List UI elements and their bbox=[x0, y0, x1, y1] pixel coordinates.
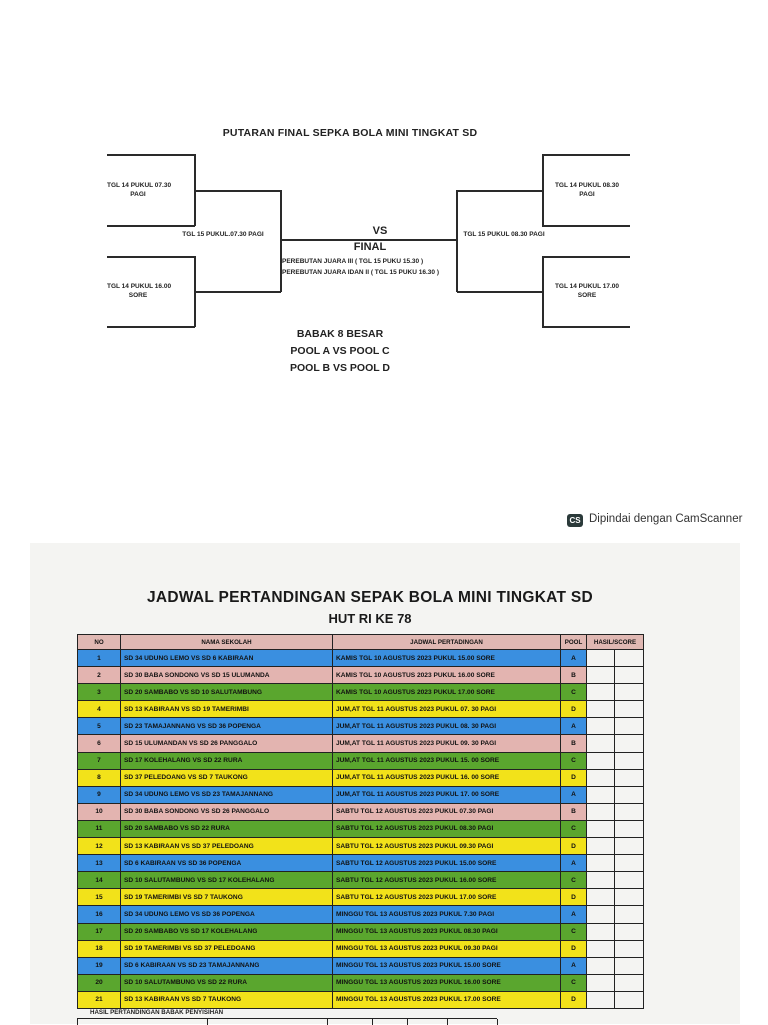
table-row bbox=[78, 820, 644, 837]
schedule-table bbox=[77, 634, 644, 1009]
score-cell bbox=[587, 650, 615, 667]
row-number: 5 bbox=[78, 718, 121, 735]
match-pool: A bbox=[561, 957, 587, 974]
table-row bbox=[78, 855, 644, 872]
match-name: SD 20 SAMBABO VS SD 17 KOLEHALANG bbox=[121, 923, 333, 940]
match-name: SD 34 UDUNG LEMO VS SD 36 POPENGA bbox=[121, 906, 333, 923]
score-cell bbox=[615, 718, 644, 735]
table-row bbox=[78, 957, 644, 974]
score-cell bbox=[615, 769, 644, 786]
header-pool: POOL bbox=[561, 635, 587, 650]
score-cell bbox=[615, 872, 644, 889]
match-schedule: MINGGU TGL 13 AGUSTUS 2023 PUKUL 09.30 PAGI bbox=[333, 940, 561, 957]
table-row bbox=[78, 701, 644, 718]
match-pool: B bbox=[561, 735, 587, 752]
table-row bbox=[78, 786, 644, 803]
babak-pair-1: POOL A VS POOL C bbox=[290, 345, 390, 357]
score-cell bbox=[587, 974, 615, 991]
row-number: 14 bbox=[78, 872, 121, 889]
table-row bbox=[78, 974, 644, 991]
left-bottom-label bbox=[107, 282, 172, 300]
left-bottom-time: SORE bbox=[128, 292, 148, 299]
row-number: 21 bbox=[78, 991, 121, 1008]
footer-grid-line bbox=[77, 1019, 78, 1025]
left-top-time: PAGI bbox=[130, 191, 146, 198]
match-schedule: JUM,AT TGL 11 AGUSTUS 2023 PUKUL 17. 00 SORE bbox=[333, 786, 561, 803]
vs-label: VS bbox=[372, 225, 388, 237]
bracket-line bbox=[542, 256, 544, 327]
score-cell bbox=[615, 803, 644, 820]
score-cell bbox=[587, 889, 615, 906]
header-no: NO bbox=[78, 635, 121, 650]
score-cell bbox=[615, 820, 644, 837]
match-schedule: MINGGU TGL 13 AGUSTUS 2023 PUKUL 17.00 SORE bbox=[333, 991, 561, 1008]
score-cell bbox=[587, 803, 615, 820]
match-schedule: SABTU TGL 12 AGUSTUS 2023 PUKUL 15.00 SORE bbox=[333, 855, 561, 872]
score-cell bbox=[615, 667, 644, 684]
schedule-subtitle: HUT RI KE 78 bbox=[328, 611, 412, 626]
row-number: 6 bbox=[78, 735, 121, 752]
match-schedule: SABTU TGL 12 AGUSTUS 2023 PUKUL 16.00 SORE bbox=[333, 872, 561, 889]
footer-note: HASIL PERTANDINGAN BABAK PENYISIHAN bbox=[90, 1009, 224, 1016]
match-pool: D bbox=[561, 889, 587, 906]
match-name: SD 20 SAMBABO VS SD 22 RURA bbox=[121, 820, 333, 837]
table-row bbox=[78, 718, 644, 735]
first-place-label: PEREBUTAN JUARA IDAN II ( TGL 15 PUKU 16.30 ) bbox=[282, 269, 439, 276]
score-cell bbox=[587, 667, 615, 684]
score-cell bbox=[587, 991, 615, 1008]
table-row bbox=[78, 872, 644, 889]
footer-grid-line bbox=[497, 1019, 498, 1025]
babak-title: BABAK 8 BESAR bbox=[296, 328, 384, 340]
babak-8-besar bbox=[240, 326, 440, 377]
row-number: 15 bbox=[78, 889, 121, 906]
match-schedule: MINGGU TGL 13 AGUSTUS 2023 PUKUL 15.00 SORE bbox=[333, 957, 561, 974]
match-schedule: SABTU TGL 12 AGUSTUS 2023 PUKUL 09.30 PAGI bbox=[333, 838, 561, 855]
score-cell bbox=[615, 786, 644, 803]
match-pool: C bbox=[561, 684, 587, 701]
score-cell bbox=[587, 820, 615, 837]
score-cell bbox=[615, 906, 644, 923]
match-schedule: MINGGU TGL 13 AGUSTUS 2023 PUKUL 7.30 PAGI bbox=[333, 906, 561, 923]
match-pool: C bbox=[561, 752, 587, 769]
table-row bbox=[78, 735, 644, 752]
table-row bbox=[78, 752, 644, 769]
footer-grid-line bbox=[372, 1019, 373, 1025]
score-cell bbox=[587, 752, 615, 769]
table-row bbox=[78, 940, 644, 957]
match-pool: A bbox=[561, 786, 587, 803]
bracket-title: PUTARAN FINAL SEPKA BOLA MINI TINGKAT SD bbox=[222, 127, 478, 139]
score-cell bbox=[587, 786, 615, 803]
match-schedule: SABTU TGL 12 AGUSTUS 2023 PUKUL 08.30 PAGI bbox=[333, 820, 561, 837]
match-schedule: JUM,AT TGL 11 AGUSTUS 2023 PUKUL 15. 00 SORE bbox=[333, 752, 561, 769]
match-name: SD 10 SALUTAMBUNG VS SD 22 RURA bbox=[121, 974, 333, 991]
match-pool: C bbox=[561, 872, 587, 889]
bracket-line bbox=[456, 190, 458, 292]
camscanner-logo-icon: CS bbox=[567, 514, 583, 527]
bracket-line bbox=[107, 154, 195, 156]
score-cell bbox=[615, 701, 644, 718]
right-top-date: TGL 14 PUKUL 08.30 bbox=[554, 182, 620, 189]
score-cell bbox=[587, 957, 615, 974]
score-cell bbox=[615, 684, 644, 701]
match-schedule: SABTU TGL 12 AGUSTUS 2023 PUKUL 07.30 PAGI bbox=[333, 803, 561, 820]
match-schedule: KAMIS TGL 10 AGUSTUS 2023 PUKUL 15.00 SORE bbox=[333, 650, 561, 667]
table-header-row bbox=[78, 635, 644, 650]
final-label: FINAL bbox=[353, 241, 387, 253]
match-schedule: MINGGU TGL 13 AGUSTUS 2023 PUKUL 16.00 SORE bbox=[333, 974, 561, 991]
match-name: SD 10 SALUTAMBUNG VS SD 17 KOLEHALANG bbox=[121, 872, 333, 889]
right-top-time: PAGI bbox=[579, 191, 595, 198]
score-cell bbox=[615, 957, 644, 974]
table-row bbox=[78, 923, 644, 940]
match-schedule: JUM,AT TGL 11 AGUSTUS 2023 PUKUL 08. 30 PAGI bbox=[333, 718, 561, 735]
right-bottom-label bbox=[545, 282, 629, 300]
match-name: SD 19 TAMERIMBI VS SD 37 PELEDOANG bbox=[121, 940, 333, 957]
match-pool: C bbox=[561, 923, 587, 940]
match-name: SD 6 KABIRAAN VS SD 23 TAMAJANNANG bbox=[121, 957, 333, 974]
match-schedule: KAMIS TGL 10 AGUSTUS 2023 PUKUL 17.00 SORE bbox=[333, 684, 561, 701]
right-top-label bbox=[545, 181, 629, 199]
bracket-line bbox=[195, 291, 281, 293]
match-schedule: MINGGU TGL 13 AGUSTUS 2023 PUKUL 08.30 PAGI bbox=[333, 923, 561, 940]
table-row bbox=[78, 991, 644, 1008]
table-row bbox=[78, 803, 644, 820]
match-name: SD 13 KABIRAAN VS SD 19 TAMERIMBI bbox=[121, 701, 333, 718]
match-pool: C bbox=[561, 820, 587, 837]
score-cell bbox=[615, 752, 644, 769]
match-name: SD 23 TAMAJANNANG VS SD 36 POPENGA bbox=[121, 718, 333, 735]
bracket-line bbox=[542, 326, 630, 328]
match-pool: A bbox=[561, 906, 587, 923]
match-name: SD 37 PELEDOANG VS SD 7 TAUKONG bbox=[121, 769, 333, 786]
score-cell bbox=[587, 923, 615, 940]
match-pool: D bbox=[561, 701, 587, 718]
match-pool: B bbox=[561, 803, 587, 820]
table-row bbox=[78, 650, 644, 667]
header-jadwal: JADWAL PERTADINGAN bbox=[333, 635, 561, 650]
match-name: SD 34 UDUNG LEMO VS SD 6 KABIRAAN bbox=[121, 650, 333, 667]
bracket-line bbox=[542, 225, 630, 227]
match-pool: A bbox=[561, 718, 587, 735]
score-cell bbox=[587, 684, 615, 701]
match-schedule: SABTU TGL 12 AGUSTUS 2023 PUKUL 17.00 SORE bbox=[333, 889, 561, 906]
match-pool: D bbox=[561, 769, 587, 786]
score-cell bbox=[615, 974, 644, 991]
bracket-line bbox=[107, 225, 195, 227]
match-pool: B bbox=[561, 667, 587, 684]
table-row bbox=[78, 769, 644, 786]
score-cell bbox=[587, 906, 615, 923]
match-name: SD 17 KOLEHALANG VS SD 22 RURA bbox=[121, 752, 333, 769]
score-cell bbox=[587, 701, 615, 718]
row-number: 19 bbox=[78, 957, 121, 974]
row-number: 8 bbox=[78, 769, 121, 786]
left-semi-label: TGL 15 PUKUL.07.30 PAGI bbox=[182, 231, 264, 238]
table-row bbox=[78, 838, 644, 855]
row-number: 16 bbox=[78, 906, 121, 923]
row-number: 13 bbox=[78, 855, 121, 872]
schedule-title: JADWAL PERTANDINGAN SEPAK BOLA MINI TINGKAT SD bbox=[146, 589, 594, 606]
score-cell bbox=[615, 735, 644, 752]
score-cell bbox=[615, 650, 644, 667]
header-hasil-score: HASIL/SCORE bbox=[587, 635, 644, 650]
row-number: 10 bbox=[78, 803, 121, 820]
table-row bbox=[78, 906, 644, 923]
match-name: SD 13 KABIRAAN VS SD 37 PELEDOANG bbox=[121, 838, 333, 855]
row-number: 11 bbox=[78, 820, 121, 837]
score-cell bbox=[587, 769, 615, 786]
left-bottom-date: TGL 14 PUKUL 16.00 bbox=[107, 283, 172, 290]
header-nama-sekolah: NAMA SEKOLAH bbox=[121, 635, 333, 650]
row-number: 4 bbox=[78, 701, 121, 718]
score-cell bbox=[615, 923, 644, 940]
score-cell bbox=[587, 940, 615, 957]
match-name: SD 6 KABIRAAN VS SD 36 POPENGA bbox=[121, 855, 333, 872]
left-top-label bbox=[107, 181, 172, 199]
match-name: SD 30 BABA SONDONG VS SD 26 PANGGALO bbox=[121, 803, 333, 820]
left-top-date: TGL 14 PUKUL 07.30 bbox=[107, 182, 172, 189]
row-number: 12 bbox=[78, 838, 121, 855]
bracket-line bbox=[542, 256, 630, 258]
bracket-line bbox=[107, 256, 195, 258]
table-row bbox=[78, 667, 644, 684]
score-cell bbox=[587, 718, 615, 735]
row-number: 18 bbox=[78, 940, 121, 957]
score-cell bbox=[615, 991, 644, 1008]
match-name: SD 13 KABIRAAN VS SD 7 TAUKONG bbox=[121, 991, 333, 1008]
bracket-line bbox=[107, 326, 195, 328]
match-schedule: KAMIS TGL 10 AGUSTUS 2023 PUKUL 16.00 SORE bbox=[333, 667, 561, 684]
match-schedule: JUM,AT TGL 11 AGUSTUS 2023 PUKUL 16. 00 SORE bbox=[333, 769, 561, 786]
right-bottom-time: SORE bbox=[577, 292, 597, 299]
match-schedule: JUM,AT TGL 11 AGUSTUS 2023 PUKUL 07. 30 PAGI bbox=[333, 701, 561, 718]
camscanner-text: Dipindai dengan CamScanner bbox=[589, 513, 743, 525]
score-cell bbox=[587, 838, 615, 855]
row-number: 17 bbox=[78, 923, 121, 940]
match-name: SD 20 SAMBABO VS SD 10 SALUTAMBUNG bbox=[121, 684, 333, 701]
babak-pair-2: POOL B VS POOL D bbox=[290, 362, 390, 374]
match-name: SD 15 ULUMANDAN VS SD 26 PANGGALO bbox=[121, 735, 333, 752]
table-row bbox=[78, 684, 644, 701]
score-cell bbox=[587, 872, 615, 889]
match-name: SD 34 UDUNG LEMO VS SD 23 TAMAJANNANG bbox=[121, 786, 333, 803]
table-row bbox=[78, 889, 644, 906]
row-number: 9 bbox=[78, 786, 121, 803]
row-number: 7 bbox=[78, 752, 121, 769]
row-number: 20 bbox=[78, 974, 121, 991]
score-cell bbox=[615, 940, 644, 957]
score-cell bbox=[615, 838, 644, 855]
right-bottom-date: TGL 14 PUKUL 17.00 bbox=[554, 283, 620, 290]
footer-grid-line bbox=[407, 1019, 408, 1025]
match-pool: D bbox=[561, 940, 587, 957]
bracket-line bbox=[542, 154, 630, 156]
bracket-line bbox=[542, 154, 544, 226]
footer-grid-line bbox=[207, 1019, 208, 1025]
footer-grid-line bbox=[327, 1019, 328, 1025]
score-cell bbox=[587, 735, 615, 752]
right-semi-label: TGL 15 PUKUL 08.30 PAGI bbox=[463, 231, 545, 238]
match-name: SD 19 TAMERIMBI VS SD 7 TAUKONG bbox=[121, 889, 333, 906]
third-place-label: PEREBUTAN JUARA III ( TGL 15 PUKU 15.30 ) bbox=[282, 258, 424, 265]
match-pool: D bbox=[561, 991, 587, 1008]
match-pool: C bbox=[561, 974, 587, 991]
bracket-line bbox=[195, 190, 281, 192]
score-cell bbox=[587, 855, 615, 872]
row-number: 3 bbox=[78, 684, 121, 701]
row-number: 1 bbox=[78, 650, 121, 667]
match-pool: A bbox=[561, 855, 587, 872]
score-cell bbox=[615, 855, 644, 872]
match-pool: A bbox=[561, 650, 587, 667]
match-name: SD 30 BABA SONDONG VS SD 15 ULUMANDA bbox=[121, 667, 333, 684]
match-pool: D bbox=[561, 838, 587, 855]
score-cell bbox=[615, 889, 644, 906]
bracket-line bbox=[457, 190, 543, 192]
bracket-line bbox=[457, 291, 543, 293]
match-schedule: JUM,AT TGL 11 AGUSTUS 2023 PUKUL 09. 30 PAGI bbox=[333, 735, 561, 752]
footer-grid-line bbox=[447, 1019, 448, 1025]
row-number: 2 bbox=[78, 667, 121, 684]
